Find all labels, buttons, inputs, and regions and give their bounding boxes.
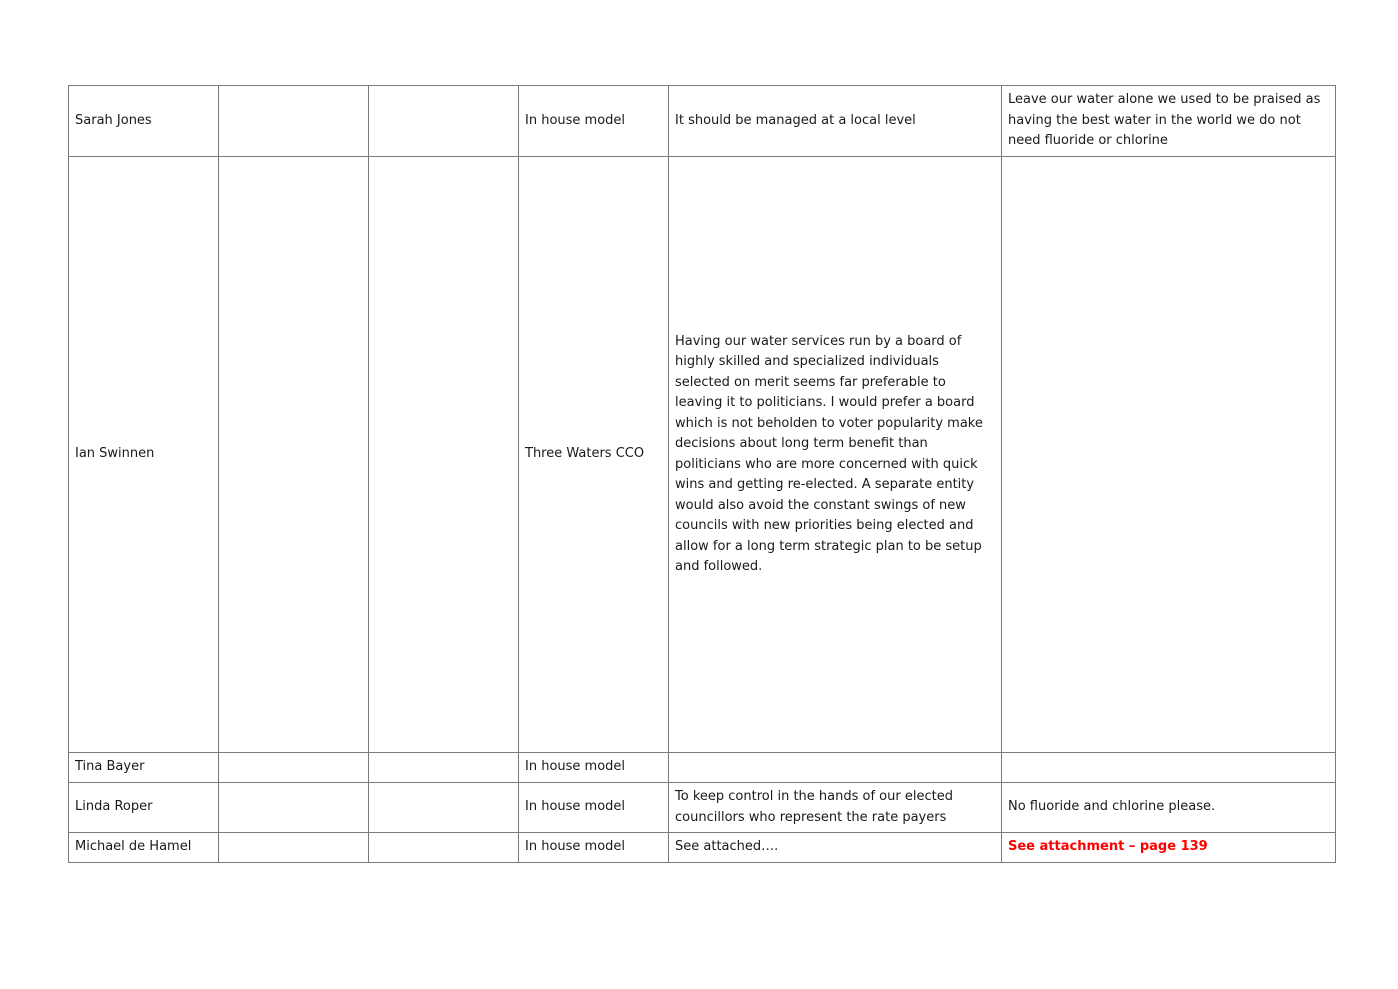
empty-cell bbox=[369, 783, 519, 833]
reason-text bbox=[669, 753, 1002, 783]
comment-text bbox=[1002, 157, 1336, 753]
submitter-name: Sarah Jones bbox=[69, 86, 219, 157]
attachment-reference: See attachment – page 139 bbox=[1002, 833, 1336, 863]
submissions-table bbox=[68, 85, 1336, 863]
preferred-model: Three Waters CCO bbox=[519, 157, 669, 753]
preferred-model: In house model bbox=[519, 753, 669, 783]
table-row bbox=[69, 157, 1336, 753]
preferred-model: In house model bbox=[519, 833, 669, 863]
empty-cell bbox=[219, 783, 369, 833]
empty-cell bbox=[219, 753, 369, 783]
reason-text: Having our water services run by a board of highly skilled and specialized individuals selected on merit seems far preferable to leaving it to politicians. I would prefer a board which is not beholden to voter popularity make decisions about long term benefit than politicians who are more concerned with quick wins and getting re-elected. A separate entity would also avoid the constant swings of new councils with new priorities being elected and allow for a long term strategic plan to be setup and followed. bbox=[669, 157, 1002, 753]
empty-cell bbox=[219, 86, 369, 157]
empty-cell bbox=[219, 833, 369, 863]
submitter-name: Ian Swinnen bbox=[69, 157, 219, 753]
comment-text: No fluoride and chlorine please. bbox=[1002, 783, 1336, 833]
table-row bbox=[69, 833, 1336, 863]
empty-cell bbox=[369, 86, 519, 157]
table-row bbox=[69, 783, 1336, 833]
submitter-name: Michael de Hamel bbox=[69, 833, 219, 863]
submitter-name: Linda Roper bbox=[69, 783, 219, 833]
submitter-name: Tina Bayer bbox=[69, 753, 219, 783]
comment-text: Leave our water alone we used to be praised as having the best water in the world we do not need fluoride or chlorine bbox=[1002, 86, 1336, 157]
reason-text: To keep control in the hands of our elected councillors who represent the rate payers bbox=[669, 783, 1002, 833]
reason-text: See attached…. bbox=[669, 833, 1002, 863]
reason-text: It should be managed at a local level bbox=[669, 86, 1002, 157]
table-row bbox=[69, 753, 1336, 783]
table-row bbox=[69, 86, 1336, 157]
empty-cell bbox=[219, 157, 369, 753]
empty-cell bbox=[369, 753, 519, 783]
comment-text bbox=[1002, 753, 1336, 783]
preferred-model: In house model bbox=[519, 783, 669, 833]
preferred-model: In house model bbox=[519, 86, 669, 157]
empty-cell bbox=[369, 157, 519, 753]
empty-cell bbox=[369, 833, 519, 863]
